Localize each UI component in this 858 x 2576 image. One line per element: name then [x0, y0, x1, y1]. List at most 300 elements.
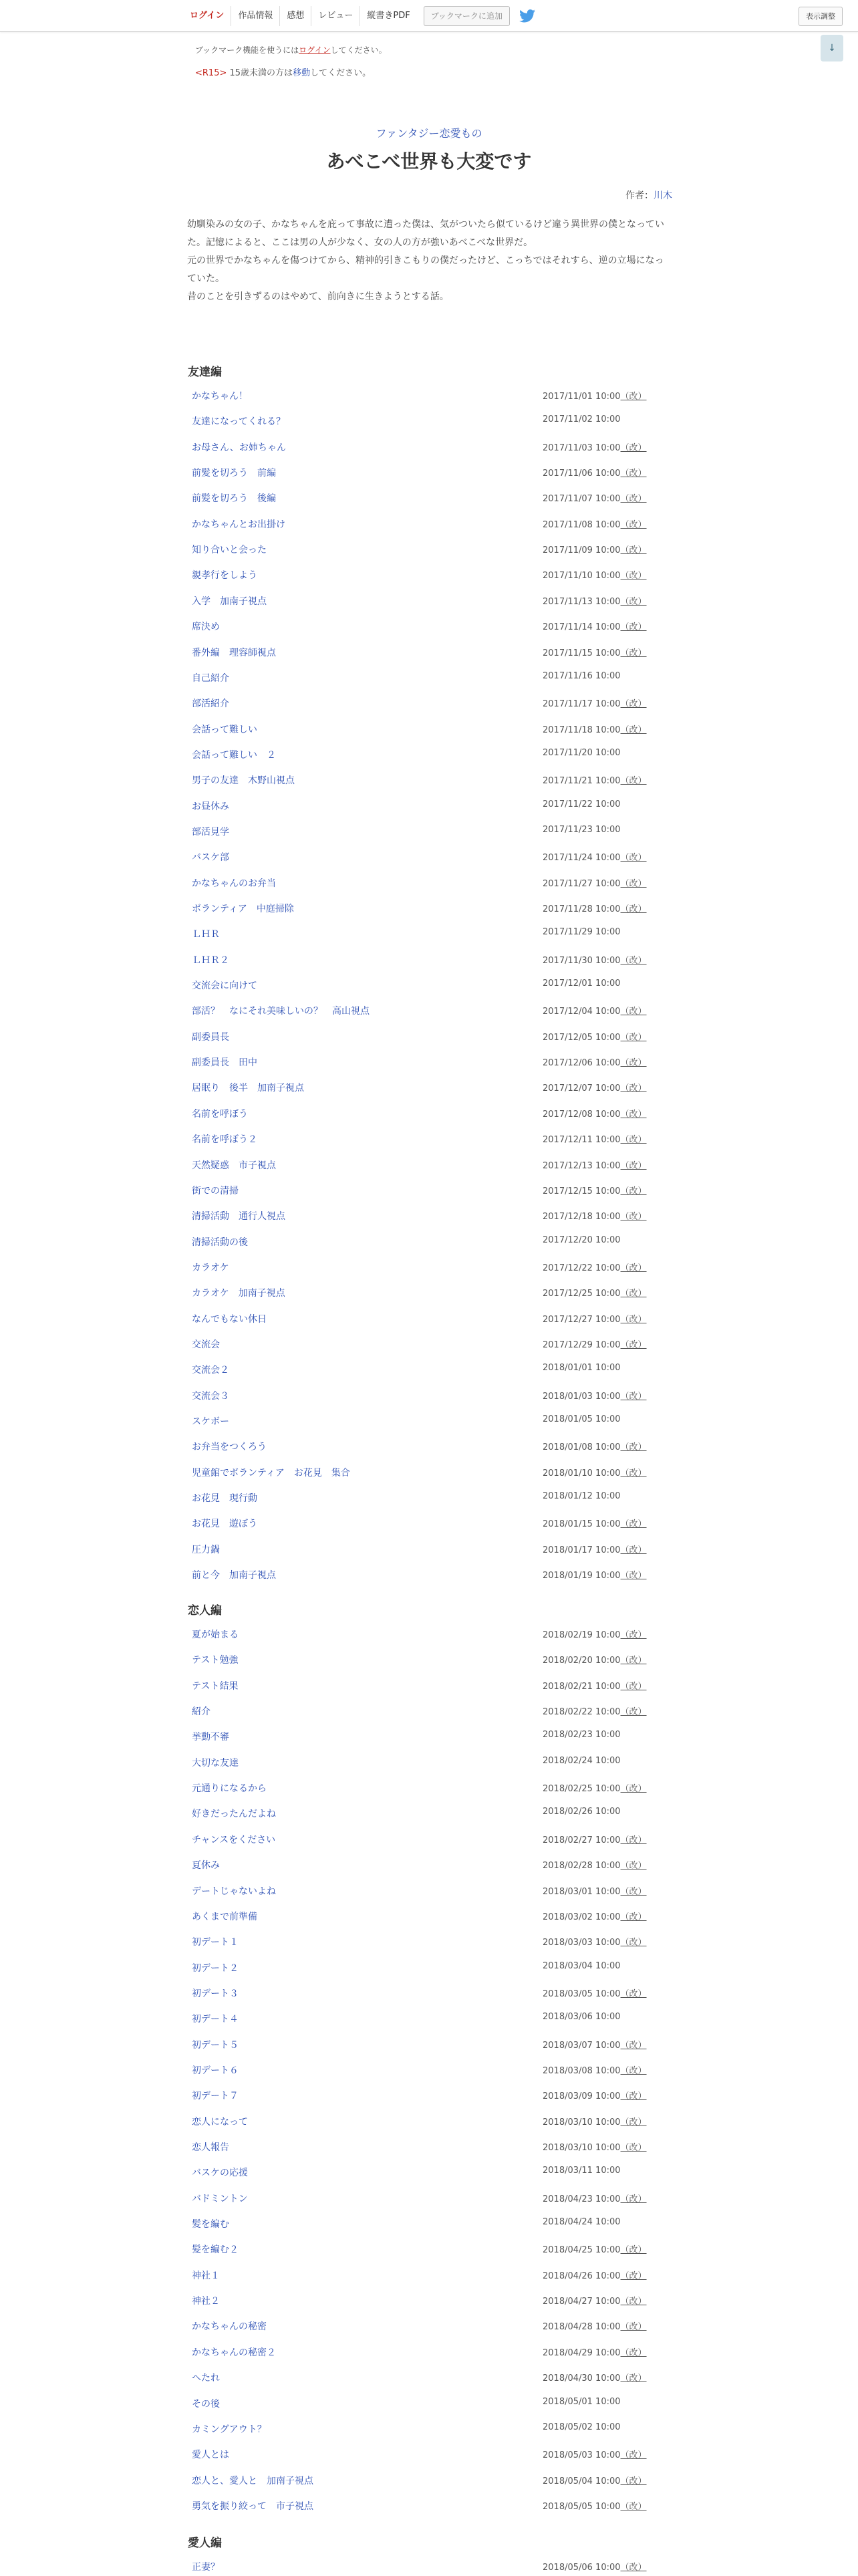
display-settings-button[interactable]: 表示調整	[799, 7, 843, 26]
episode-date	[543, 1628, 647, 1640]
episode-date	[543, 620, 647, 632]
episode-link[interactable]: 圧力鍋	[192, 1545, 220, 1555]
revised-marker[interactable]: （改）	[620, 1161, 647, 1171]
login-link[interactable]: ログイン	[190, 11, 225, 21]
episode-date	[543, 953, 647, 966]
revised-marker[interactable]: （改）	[620, 699, 647, 709]
revised-marker[interactable]: （改）	[620, 2143, 647, 2153]
episode-date-text: 2018/05/06 10:00	[543, 2563, 621, 2573]
episode-date-text: 2017/12/20 10:00	[543, 1235, 621, 1245]
episode-date-text: 2018/02/25 10:00	[543, 1784, 621, 1794]
episode-date-text: 2018/02/19 10:00	[543, 1630, 621, 1640]
episode-link[interactable]: チャンスをください	[192, 1835, 276, 1845]
revised-marker[interactable]: （改）	[620, 1110, 647, 1120]
author-label: 作者：	[625, 190, 654, 201]
episode-link[interactable]: 愛人とは	[192, 2450, 229, 2460]
episode-date	[543, 1568, 647, 1581]
episode-date	[543, 2166, 621, 2176]
episode-link[interactable]: 天然疑惑 市子視点	[192, 1160, 276, 1171]
revised-marker[interactable]: （改）	[620, 1315, 647, 1325]
episode-date-text: 2018/03/10 10:00	[543, 2117, 621, 2128]
revised-marker[interactable]: （改）	[620, 2066, 647, 2076]
revised-marker[interactable]: （改）	[620, 1861, 647, 1871]
episode-link[interactable]: 自己紹介	[192, 673, 229, 684]
revised-marker[interactable]: （改）	[620, 1392, 647, 1402]
episode-link[interactable]: 恋人と、愛人と 加南子視点	[192, 2476, 313, 2486]
episode-link[interactable]: 清掃活動の後	[192, 1237, 248, 1248]
episode-row	[192, 2038, 673, 2054]
episode-date-text: 2018/02/26 10:00	[543, 1807, 621, 1817]
revised-marker[interactable]: （改）	[620, 648, 647, 658]
synopsis-paragraph: 幼馴染みの女の子、かなちゃんを庇って事故に遭った僕は、気がついたら似ているけど違う異世界の僕となっていた。記憶によると、ここは男の人が少なく、女の人の方が強いあべこべな世界だ。	[187, 219, 664, 248]
revised-marker[interactable]: （改）	[620, 443, 647, 453]
episode-row	[192, 2089, 673, 2105]
scroll-down-button[interactable]: ↓	[821, 35, 843, 61]
episode-link[interactable]: 男子の友達 木野山視点	[192, 775, 295, 786]
episode-date-text: 2018/04/30 10:00	[543, 2373, 621, 2384]
episode-date-text: 2017/11/22 10:00	[543, 799, 621, 809]
episode-date-text: 2017/11/20 10:00	[543, 748, 621, 758]
episode-row	[192, 1833, 673, 1849]
episode-link[interactable]: 前髪を切ろう 後編	[192, 493, 276, 504]
episode-link[interactable]: かなちゃんの秘密２	[192, 2347, 276, 2358]
episode-link[interactable]: 恋人になって	[192, 2117, 248, 2128]
episode-link[interactable]: 入学 加南子視点	[192, 596, 267, 607]
revised-marker[interactable]: （改）	[620, 469, 647, 479]
episode-date	[543, 1704, 647, 1717]
episode-link[interactable]: 大切な友達	[192, 1758, 239, 1769]
revised-marker[interactable]: （改）	[620, 904, 647, 914]
episode-row	[192, 1209, 673, 1225]
episode-row	[192, 1081, 673, 1097]
revised-marker[interactable]: （改）	[620, 2117, 647, 2128]
episode-row	[192, 1261, 673, 1277]
episode-date-text: 2017/12/18 10:00	[543, 1212, 621, 1222]
episode-link[interactable]: バスケ部	[192, 852, 229, 863]
episode-date-text: 2018/03/06 10:00	[543, 2012, 621, 2022]
revised-marker[interactable]: （改）	[620, 392, 647, 402]
episode-date	[543, 1543, 647, 1555]
episode-row	[192, 2063, 673, 2079]
episode-link[interactable]: 会話って難しい	[192, 725, 257, 735]
episode-date	[543, 825, 621, 835]
episode-date-text: 2017/12/06 10:00	[543, 1058, 621, 1068]
episode-date-text: 2017/11/28 10:00	[543, 904, 621, 914]
episode-link[interactable]: 児童館でボランティア お花見 集合	[192, 1468, 350, 1478]
revised-marker[interactable]: （改）	[620, 776, 647, 786]
episode-date-text: 2018/05/05 10:00	[543, 2502, 621, 2512]
revised-marker[interactable]: （改）	[620, 1263, 647, 1273]
episode-link[interactable]: 髪を編む	[192, 2219, 229, 2230]
revised-marker[interactable]: （改）	[620, 2194, 647, 2204]
episode-link[interactable]: あくまで前準備	[192, 1912, 257, 1922]
episode-row	[192, 1858, 673, 1874]
episode-row	[192, 1628, 673, 1644]
episode-row	[192, 2115, 673, 2131]
author-link[interactable]: 川木	[654, 190, 672, 201]
episode-link[interactable]: 初デート３	[192, 1988, 239, 1999]
episode-row	[192, 696, 673, 713]
revised-marker[interactable]: （改）	[620, 2041, 647, 2051]
episode-date-text: 2017/12/29 10:00	[543, 1340, 621, 1350]
episode-link[interactable]: 交流会２	[192, 1365, 229, 1376]
revised-marker[interactable]: （改）	[620, 571, 647, 581]
episode-link[interactable]: 名前を呼ぼう	[192, 1109, 248, 1120]
episode-row	[192, 1184, 673, 1200]
revised-marker[interactable]: （改）	[620, 1630, 647, 1640]
episode-row	[192, 876, 673, 892]
novel-series-title[interactable]: ファンタジー恋愛もの	[376, 127, 482, 140]
episode-link[interactable]: 部活紹介	[192, 698, 229, 709]
episode-link[interactable]: カラオケ	[192, 1263, 229, 1273]
novel-info-link[interactable]: 作品情報	[231, 6, 279, 26]
episode-date-text: 2018/01/01 10:00	[543, 1363, 621, 1373]
episode-date-text: 2017/12/13 10:00	[543, 1161, 621, 1171]
episode-date	[543, 466, 647, 479]
episode-link[interactable]: ＬＨＲ２	[192, 955, 229, 966]
episode-date-text: 2017/11/23 10:00	[543, 825, 621, 835]
episode-link[interactable]: その後	[192, 2399, 220, 2410]
episode-date	[543, 1466, 647, 1478]
revised-marker[interactable]: （改）	[620, 1887, 647, 1897]
episode-link[interactable]: 初デート２	[192, 1963, 239, 1974]
revised-marker[interactable]: （改）	[620, 1468, 647, 1478]
revised-marker[interactable]: （改）	[620, 1007, 647, 1017]
episode-date-text: 2017/12/08 10:00	[543, 1110, 621, 1120]
episode-date-text: 2017/11/01 10:00	[543, 392, 621, 402]
bookmark-login-note	[195, 44, 387, 55]
episode-row	[192, 2397, 673, 2413]
novel-synopsis	[187, 216, 672, 306]
episode-date-text: 2018/03/11 10:00	[543, 2166, 621, 2176]
episode-link[interactable]: カラオケ 加南子視点	[192, 1288, 285, 1299]
episode-row	[192, 1884, 673, 1900]
episode-row	[192, 1030, 673, 1046]
episode-date-text: 2018/01/15 10:00	[543, 1519, 621, 1529]
episode-link[interactable]: 神社２	[192, 2296, 220, 2307]
revised-marker[interactable]: （改）	[620, 879, 647, 889]
episode-link[interactable]: かなちゃんのお弁当	[192, 878, 276, 889]
episode-link[interactable]: お母さん、お姉ちゃん	[192, 442, 286, 453]
episode-link[interactable]: デートじゃないよね	[192, 1886, 276, 1897]
episode-link[interactable]: 初デート４	[192, 2014, 239, 2025]
episode-link[interactable]: 清掃活動 通行人視点	[192, 1211, 285, 1222]
revised-marker[interactable]: （改）	[620, 1058, 647, 1068]
episode-date	[543, 1517, 647, 1529]
episode-row	[192, 1653, 673, 1669]
revised-marker[interactable]: （改）	[620, 1033, 647, 1043]
episode-row	[192, 2345, 673, 2361]
episode-date-text: 2018/01/17 10:00	[543, 1545, 621, 1555]
episode-date-text: 2017/11/06 10:00	[543, 469, 621, 479]
revised-marker[interactable]: （改）	[620, 2563, 647, 2573]
episode-link[interactable]: かなちゃんの秘密	[192, 2321, 267, 2332]
episode-link[interactable]: 友達になってくれる？	[192, 416, 285, 427]
episode-row	[192, 1491, 673, 1507]
revised-marker[interactable]: （改）	[620, 520, 647, 530]
episode-link[interactable]: 初デート７	[192, 2091, 239, 2101]
revised-marker[interactable]: （改）	[620, 2348, 647, 2358]
revised-marker[interactable]: （改）	[620, 2297, 647, 2307]
episode-date-text: 2018/02/21 10:00	[543, 1682, 621, 1692]
episode-link[interactable]: 番外編 理容師視点	[192, 648, 276, 658]
revised-marker[interactable]: （改）	[620, 2271, 647, 2281]
episode-date	[543, 1389, 647, 1402]
episode-link[interactable]: かなちゃんとお出掛け	[192, 519, 285, 530]
episode-date	[543, 1337, 647, 1350]
episode-link[interactable]: お昼休み	[192, 801, 229, 812]
episode-link[interactable]: テスト結果	[192, 1681, 239, 1692]
episode-date-text: 2018/03/10 10:00	[543, 2143, 621, 2153]
episode-date	[543, 748, 621, 758]
episode-row	[192, 1158, 673, 1174]
revised-marker[interactable]: （改）	[620, 1212, 647, 1222]
episode-row	[192, 1781, 673, 1797]
episode-row	[192, 953, 673, 969]
episode-row	[192, 440, 673, 457]
chapter-title: 愛人編	[188, 2537, 222, 2550]
episode-date	[543, 2217, 621, 2227]
twitter-icon[interactable]	[519, 7, 537, 25]
episode-row	[192, 1337, 673, 1354]
episode-link[interactable]: 初デート１	[192, 1937, 239, 1948]
episode-date	[543, 440, 647, 453]
episode-date	[543, 2089, 647, 2101]
episode-link[interactable]: 紹介	[192, 1706, 210, 1717]
episode-date-text: 2018/04/26 10:00	[543, 2271, 621, 2281]
revised-marker[interactable]: （改）	[620, 1545, 647, 1555]
episode-row	[192, 1132, 673, 1148]
review-link[interactable]: レビュー	[311, 6, 360, 26]
episode-date	[543, 2499, 647, 2512]
episode-date	[543, 1209, 647, 1222]
episode-link[interactable]: なんでもない休日	[192, 1314, 267, 1325]
episode-date-text: 2017/11/16 10:00	[543, 671, 621, 681]
episode-link[interactable]: 神社１	[192, 2271, 220, 2281]
episode-date-text: 2018/03/05 10:00	[543, 1989, 621, 1999]
episode-date	[543, 2397, 621, 2407]
revised-marker[interactable]: （改）	[620, 1571, 647, 1581]
episode-link[interactable]: 交流会	[192, 1339, 220, 1350]
revised-marker[interactable]: （改）	[620, 1289, 647, 1299]
episode-link[interactable]: かなちゃん！	[192, 391, 248, 402]
episode-date	[543, 1132, 647, 1145]
episode-link[interactable]: 交流会３	[192, 1391, 229, 1402]
episode-link[interactable]: 初デート６	[192, 2065, 239, 2076]
revised-marker[interactable]: （改）	[620, 1186, 647, 1196]
episode-date-text: 2017/11/27 10:00	[543, 879, 621, 889]
episode-date	[543, 1935, 647, 1948]
episode-row	[192, 825, 673, 841]
episode-row	[192, 2294, 673, 2310]
episode-date	[543, 2242, 647, 2255]
revised-marker[interactable]: （改）	[620, 1938, 647, 1948]
episode-date-text: 2018/02/24 10:00	[543, 1756, 621, 1766]
revised-marker[interactable]: （改）	[620, 2502, 647, 2512]
revised-marker[interactable]: （改）	[620, 2091, 647, 2101]
episode-link[interactable]: 元通りになるから	[192, 1783, 267, 1794]
episode-date-text: 2017/12/25 10:00	[543, 1289, 621, 1299]
episode-date-text: 2018/03/01 10:00	[543, 1887, 621, 1897]
impressions-link[interactable]: 感想	[279, 6, 311, 26]
episode-date	[543, 876, 647, 889]
episode-date-text: 2018/02/22 10:00	[543, 1707, 621, 1717]
episode-link[interactable]: お花見 遊ぼう	[192, 1519, 257, 1529]
episode-link[interactable]: 勇気を振り絞って 市子視点	[192, 2501, 313, 2512]
episode-date	[543, 1833, 647, 1845]
episode-link[interactable]: 名前を呼ぼう２	[192, 1134, 257, 1145]
bookmark-login-link[interactable]: ログイン	[299, 45, 331, 55]
top-navigation-bar	[0, 0, 858, 32]
episode-date-text: 2017/12/22 10:00	[543, 1263, 621, 1273]
note-text: してください。	[330, 45, 387, 55]
episode-date	[543, 1363, 621, 1373]
episode-link[interactable]: 夏休み	[192, 1860, 220, 1871]
episode-date	[543, 1653, 647, 1666]
revised-marker[interactable]: （改）	[620, 1442, 647, 1452]
episode-date	[543, 1756, 621, 1766]
episode-link[interactable]: 親孝行をしよう	[192, 570, 257, 581]
episode-date-text: 2017/12/05 10:00	[543, 1033, 621, 1043]
revised-marker[interactable]: （改）	[620, 2450, 647, 2460]
episode-date	[543, 1235, 621, 1245]
episode-link[interactable]: ボランティア 中庭掃除	[192, 904, 294, 914]
episode-row	[192, 927, 673, 943]
revised-marker[interactable]: （改）	[620, 545, 647, 555]
episode-link[interactable]: 交流会に向けて	[192, 981, 257, 991]
episode-link[interactable]: 街での清掃	[192, 1186, 239, 1196]
revised-marker[interactable]: （改）	[620, 725, 647, 735]
revised-marker[interactable]: （改）	[620, 1912, 647, 1922]
episode-date	[543, 1081, 647, 1093]
episode-date	[543, 1910, 647, 1922]
episode-row	[192, 1286, 673, 1302]
episode-date	[543, 2345, 647, 2358]
revised-marker[interactable]: （改）	[620, 2245, 647, 2255]
revised-marker[interactable]: （改）	[620, 1083, 647, 1093]
revised-marker[interactable]: （改）	[620, 1519, 647, 1529]
revised-marker[interactable]: （改）	[620, 853, 647, 863]
episode-date	[543, 1961, 621, 1971]
episode-row	[192, 491, 673, 507]
revised-marker[interactable]: （改）	[620, 1656, 647, 1666]
episode-row	[192, 646, 673, 662]
episode-date	[543, 2371, 647, 2384]
revised-marker[interactable]: （改）	[620, 622, 647, 632]
episode-date-text: 2018/05/01 10:00	[543, 2397, 621, 2407]
vertical-pdf-link[interactable]: 縦書きPDF	[360, 6, 416, 26]
episode-link[interactable]: 正妻？	[192, 2562, 220, 2573]
episode-link[interactable]: お花見 現行動	[192, 1493, 257, 1504]
episode-link[interactable]: お弁当をつくろう	[192, 1442, 267, 1452]
revised-marker[interactable]: （改）	[620, 2476, 647, 2486]
episode-date	[543, 979, 621, 989]
revised-marker[interactable]: （改）	[620, 2373, 647, 2384]
episode-date	[543, 1986, 647, 1999]
episode-link[interactable]: 部活見学	[192, 827, 229, 838]
episode-link[interactable]: 会話って難しい ２	[192, 750, 276, 761]
episode-date-text: 2018/04/29 10:00	[543, 2348, 621, 2358]
episode-link[interactable]: 部活？ なにそれ美味しいの？ 高山視点	[192, 1006, 370, 1017]
episode-row	[192, 620, 673, 636]
episode-row	[192, 1312, 673, 1328]
episode-link[interactable]: 初デート５	[192, 2040, 239, 2051]
revised-marker[interactable]: （改）	[620, 494, 647, 504]
episode-row	[192, 1756, 673, 1772]
r15-move-link[interactable]: 移動	[293, 68, 311, 78]
episode-date	[543, 1781, 647, 1794]
episode-row	[192, 2242, 673, 2259]
revised-marker[interactable]: （改）	[620, 956, 647, 966]
chapter-title: 友達編	[188, 366, 222, 379]
episode-date	[543, 1312, 647, 1325]
revised-marker[interactable]: （改）	[620, 597, 647, 607]
episode-link[interactable]: 髪を編む２	[192, 2244, 239, 2255]
revised-marker[interactable]: （改）	[620, 1707, 647, 1717]
episode-date-text: 2017/11/13 10:00	[543, 597, 621, 607]
episode-date-text: 2018/04/25 10:00	[543, 2245, 621, 2255]
episode-link[interactable]: カミングアウト？	[192, 2424, 267, 2435]
episode-link[interactable]: 副委員長	[192, 1032, 229, 1043]
revised-marker[interactable]: （改）	[620, 1784, 647, 1794]
episode-link[interactable]: バドミントン	[192, 2194, 248, 2204]
episode-date	[543, 1807, 621, 1817]
episode-link[interactable]: 副委員長 田中	[192, 1057, 257, 1068]
episode-link[interactable]: 夏が始まる	[192, 1630, 239, 1640]
episode-date-text: 2018/03/04 10:00	[543, 1961, 621, 1971]
episode-date	[543, 1158, 647, 1171]
episode-date-text: 2017/11/15 10:00	[543, 648, 621, 658]
episode-link[interactable]: スケボー	[192, 1416, 229, 1427]
episode-date	[543, 1679, 647, 1692]
episode-row	[192, 2192, 673, 2208]
revised-marker[interactable]: （改）	[620, 2322, 647, 2332]
episode-link[interactable]: へたれ	[192, 2373, 220, 2384]
revised-marker[interactable]: （改）	[620, 1989, 647, 1999]
add-bookmark-button[interactable]: ブックマークに追加	[424, 6, 510, 26]
revised-marker[interactable]: （改）	[620, 1135, 647, 1145]
episode-date	[543, 696, 647, 709]
synopsis-paragraph: 昔のことを引きずるのはやめて、前向きに生きようとする話。	[187, 291, 449, 302]
episode-link[interactable]: 前と今 加南子視点	[192, 1570, 276, 1581]
episode-date-text: 2017/11/07 10:00	[543, 494, 621, 504]
episode-link[interactable]: 前髪を切ろう 前編	[192, 468, 276, 479]
episode-date	[543, 723, 647, 735]
episode-row	[192, 2140, 673, 2156]
episode-date-text: 2017/11/30 10:00	[543, 956, 621, 966]
revised-marker[interactable]: （改）	[620, 1682, 647, 1692]
episode-date-text: 2018/05/02 10:00	[543, 2422, 621, 2432]
revised-marker[interactable]: （改）	[620, 1340, 647, 1350]
episode-link[interactable]: 席決め	[192, 622, 220, 632]
episode-row	[192, 2371, 673, 2387]
episode-link[interactable]: 挙動不審	[192, 1732, 229, 1743]
episode-link[interactable]: 居眠り 後半 加南子視点	[192, 1083, 304, 1093]
episode-link[interactable]: バスケの応援	[192, 2168, 248, 2178]
episode-link[interactable]: テスト勉強	[192, 1655, 239, 1666]
episode-date-text: 2018/03/02 10:00	[543, 1912, 621, 1922]
episode-link[interactable]: 好きだったんだよね	[192, 1809, 276, 1819]
episode-date	[543, 1055, 647, 1068]
episode-date-text: 2018/05/03 10:00	[543, 2450, 621, 2460]
episode-link[interactable]: 知り合いと会った	[192, 545, 267, 555]
episode-link[interactable]: ＬＨＲ	[192, 929, 220, 940]
episode-row	[192, 850, 673, 866]
episode-link[interactable]: 恋人報告	[192, 2142, 229, 2153]
revised-marker[interactable]: （改）	[620, 1835, 647, 1845]
episode-date-text: 2018/03/08 10:00	[543, 2066, 621, 2076]
episode-row	[192, 1107, 673, 1123]
